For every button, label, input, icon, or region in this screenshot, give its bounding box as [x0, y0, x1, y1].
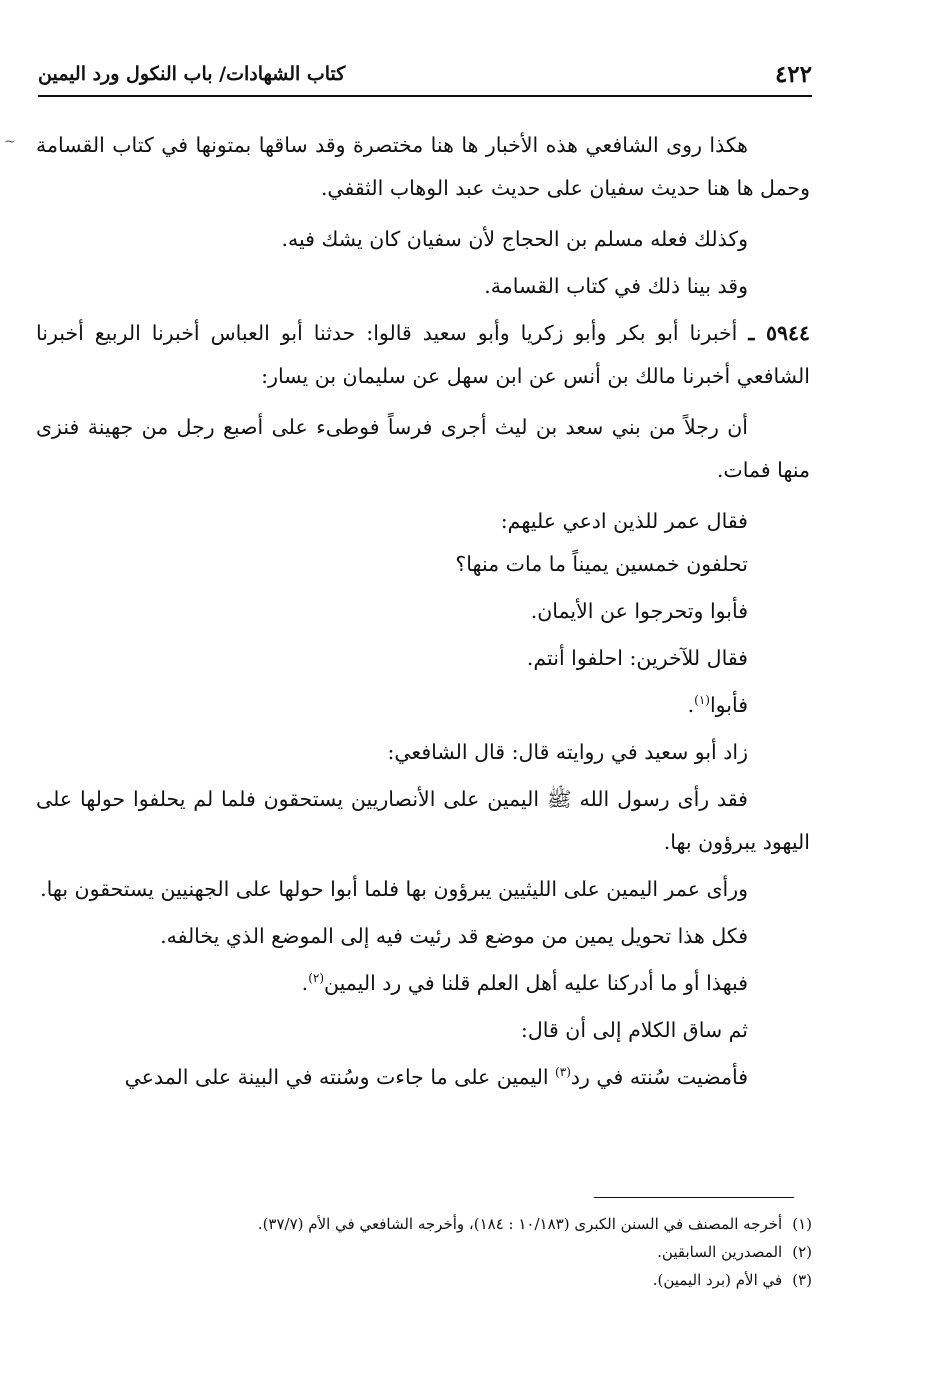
paragraph: أن رجلاً من بني سعد بن ليث أجرى فرساً فوطىء على أصبع رجل من جهينة فنزى منها فمات. [36, 415, 810, 482]
footnote [40, 1238, 812, 1266]
page-number: ٤٢٢ [774, 60, 812, 88]
paragraph: فأبوا وتحرجوا عن الأيمان. [530, 599, 748, 623]
paragraph-text: اليمين على ما جاءت وسُنته في البينة على المدعي [124, 1065, 549, 1089]
main-text [36, 124, 810, 1103]
footnote [40, 1210, 812, 1238]
paragraph: فقال عمر للذين ادعي عليهم: [500, 509, 748, 533]
hadith-number: ٥٩٤٤ ـ [748, 321, 810, 345]
footnote-text: أخرجه المصنف في السنن الكبرى (١٠/١٨٣ : ١٨٤)، وأخرجه الشافعي في الأم (٣٧/٧). [257, 1215, 783, 1233]
paragraph: ثم ساق الكلام إلى أن قال: [520, 1018, 748, 1042]
footnote-text: في الأم (برد اليمين). [652, 1271, 783, 1289]
footnote-ref[interactable]: (١) [694, 693, 710, 708]
paragraph: فقد رأى رسول الله ﷺ اليمين على الأنصاريين يستحقون فلما لم يحلفوا حولها على اليهود يبرؤون بها. [36, 787, 810, 854]
paragraph: ورأى عمر اليمين على الليثيين يبرؤون بها فلما أبوا حولها على الجهنيين يستحقون بها. [40, 877, 748, 901]
paragraph [36, 962, 810, 1005]
footnote [40, 1266, 812, 1294]
paragraph: وكذلك فعله مسلم بن الحجاج لأن سفيان كان يشك فيه. [281, 227, 748, 251]
paragraph: زاد أبو سعيد في روايته قال: قال الشافعي: [387, 740, 748, 764]
paragraph: فكل هذا تحويل يمين من موضع قد رئيت فيه إلى الموضع الذي يخالفه. [160, 924, 748, 948]
paragraph-text: فأمضيت سُنته في رد [570, 1065, 748, 1089]
hadith-isnad: أخبرنا أبو بكر وأبو زكريا وأبو سعيد قالوا: حدثنا أبو العباس أخبرنا الربيع أخبرنا الشافعي أخبرنا مالك بن أنس عن ابن سهل عن سليمان بن يسار: [36, 321, 810, 388]
footnote-number: (٢) [792, 1243, 812, 1261]
paragraph-end: . [687, 693, 695, 717]
footnote-number: (٣) [792, 1271, 812, 1289]
hadith-paragraph [36, 312, 810, 398]
paragraph: هكذا روى الشافعي هذه الأخبار ها هنا مختصرة وقد ساقها بمتونها في كتاب القسامة وحمل ها هنا حديث سفيان على حديث عبد الوهاب الثقفي. [36, 133, 810, 200]
paragraph-end: . [301, 971, 309, 995]
paragraph [36, 1056, 810, 1099]
footnote-rule [594, 1197, 794, 1198]
paragraph-text: فأبوا [709, 693, 748, 717]
running-title: كتاب الشهادات/ باب النكول ورد اليمين [38, 63, 346, 85]
footnote-number: (١) [792, 1215, 812, 1233]
paragraph: فقال للآخرين: احلفوا أنتم. [526, 646, 748, 670]
footnotes [40, 1210, 812, 1294]
paragraph: وقد بينا ذلك في كتاب القسامة. [484, 274, 748, 298]
paragraph-text: فبهذا أو ما أدركنا عليه أهل العلم قلنا في رد اليمين [324, 971, 748, 995]
page-header [38, 56, 812, 92]
paragraph: تحلفون خمسين يميناً ما مات منها؟ [455, 552, 748, 576]
footnote-ref[interactable]: (٢) [308, 971, 325, 986]
paragraph [36, 684, 810, 727]
header-rule [38, 95, 812, 97]
margin-mark: ~ [4, 134, 16, 150]
footnote-ref[interactable]: (٣) [555, 1065, 571, 1080]
footnote-text: المصدرين السابقين. [657, 1243, 783, 1261]
